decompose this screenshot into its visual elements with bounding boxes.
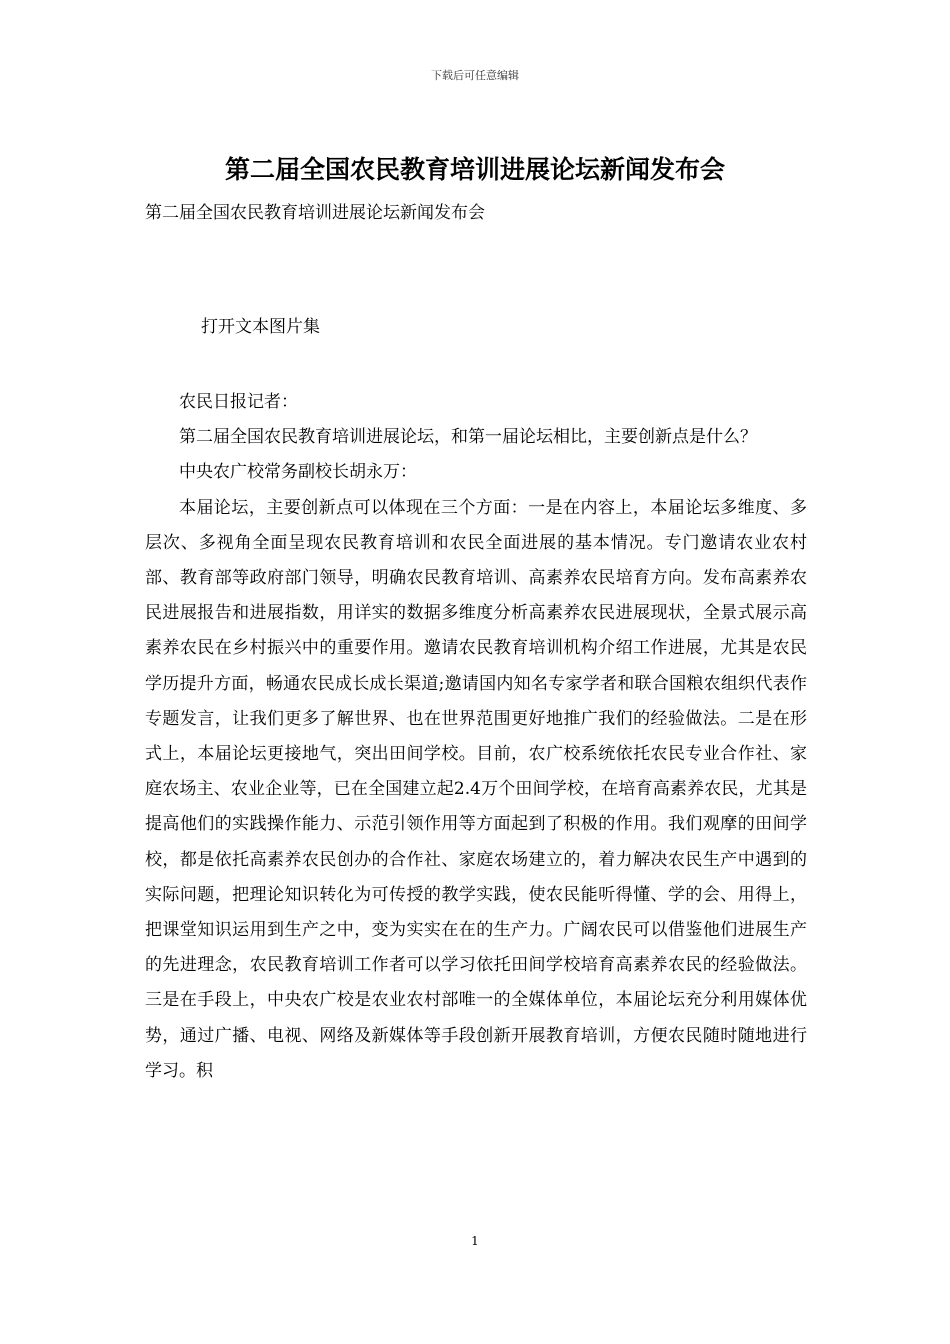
paragraph-question: 第二届全国农民教育培训进展论坛，和第一届论坛相比，主要创新点是什么？ [179,427,757,448]
paragraph-speaker: 中央农广校常务副校长胡永万： [179,462,417,483]
document-title: 第二届全国农民教育培训进展论坛新闻发布会 [224,155,725,184]
paragraph-reporter: 农民日报记者： [179,392,298,412]
document-subtitle: 第二届全国农民教育培训进展论坛新闻发布会 [145,203,485,223]
page-number: 1 [471,1234,479,1248]
header-note: 下载后可任意编辑 [431,69,519,82]
paragraph-answer: 本届论坛，主要创新点可以体现在三个方面：一是在内容上，本届论坛多维度、多层次、多视角全面呈现农民教育培训和农民全面进展的基本情况。专门邀请农业农村部、教育部等政府部门领导，明确农民教育培训、高素养农民培育方向。发布高素养农民进展报告和进展指数，用详实的数据多维度分析高素养农民进展现状，全景式展示高素养农民在乡村振兴中的重要作用。邀请农民教育培训机构介绍工作进展，尤其是农民学历提升方面，畅通农民成长成长渠道;邀请国内知名专家学者和联合国粮农组织代表作专题发言，让我们更多了解世界、也在世界范围更好地推广我们的经验做法。二是在形式上，本届论坛更接地气，突出田间学校。目前，农广校系统依托农民专业合作社、家庭农场主、农业企业等，已在全国建立起2.4万个田间学校，在培育高素养农民，尤其是提高他们的实践操作能力、示范引领作用等方面起到了积极的作用。我们观摩的田间学校，都是依托高素养农民创办的合作社、家庭农场建立的，着力解决农民生产中遇到的实际问题，把理论知识转化为可传授的教学实践，使农民能听得懂、学的会、用得上，把课堂知识运用到生产之中，变为实实在在的生产力。广阔农民可以借鉴他们进展生产的先进理念，农民教育培训工作者可以学习依托田间学校培育高素养农民的经验做法。三是在手段上，中央农广校是农业农村部唯一的全媒体单位，本届论坛充分利用媒体优势，通过广播、电视、网络及新媒体等手段创新开展教育培训，方便农民随时随地进行学习。积 [145,497,807,1081]
document-body [145,385,807,1089]
image-gallery-link[interactable]: 打开文本图片集 [201,317,320,337]
